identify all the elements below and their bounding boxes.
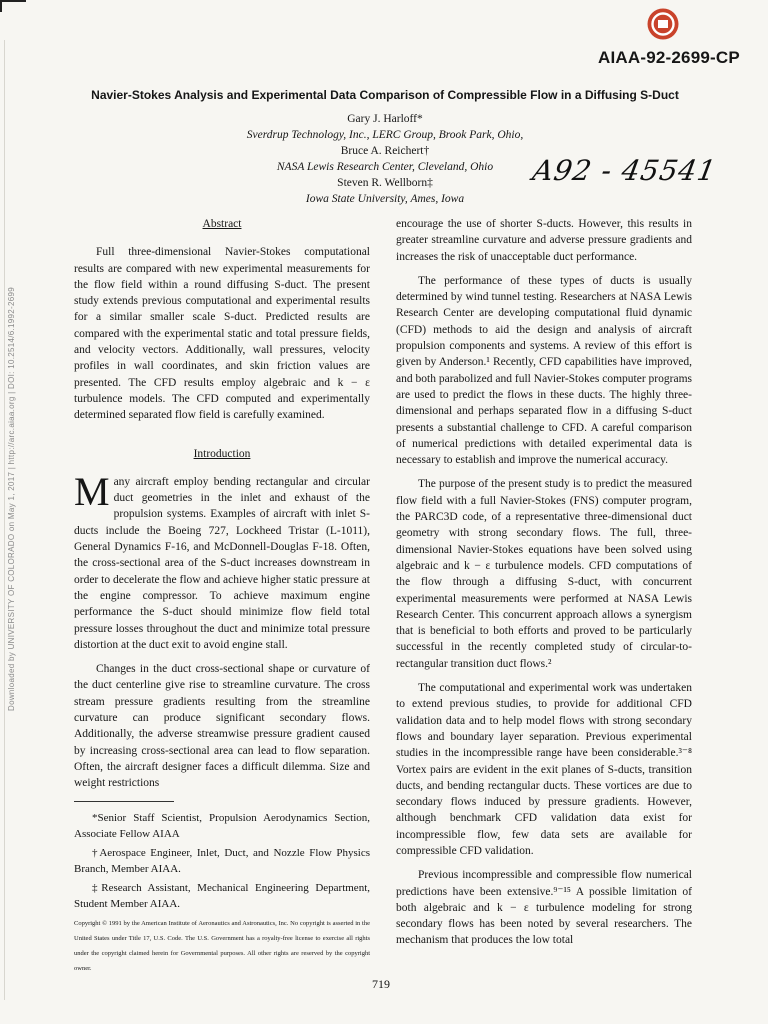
author-name: Steven R. Wellborn‡ xyxy=(337,177,433,189)
right-column xyxy=(396,216,692,949)
footnote-rule xyxy=(74,801,174,802)
author-affiliation: Sverdrup Technology, Inc., LERC Group, Brook Park, Ohio, xyxy=(246,129,524,141)
author-affiliation: NASA Lewis Research Center, Cleveland, Ohio xyxy=(276,161,494,173)
body-paragraph: encourage the use of shorter S-ducts. However, this results in greater streamline curvature and adverse pressure gradients and increases the risk of unacceptable duct performance. xyxy=(396,218,692,263)
aiaa-logo-icon xyxy=(646,7,680,41)
corner-crop-mark xyxy=(0,0,26,12)
drop-cap: M xyxy=(74,468,110,514)
page-number: 719 xyxy=(372,977,390,991)
body-paragraph: The computational and experimental work was undertaken to extend previous studies, to provide for additional CFD validation data and to help model flows with strong secondary flows and boundary layer separation. Previous experimental studies in the incompressible range have been considerable.³⁻⁸ Vortex pairs are evident in the exit planes of S-ducts, transition ducts, and bending rectangular ducts. These vortices are due to secondary flows induced by pressure gradients. However, although benchmark CFD validation data exist for incompressible flow, few data sets are available for compressible CFD validation. xyxy=(396,682,692,857)
introduction-heading: Introduction xyxy=(193,447,251,460)
footnote: *Senior Staff Scientist, Propulsion Aerodynamics Section, Associate Fellow AIAA xyxy=(74,812,370,840)
left-column xyxy=(74,216,370,792)
author-name: Bruce A. Reichert† xyxy=(340,145,430,157)
footnote: †Aerospace Engineer, Inlet, Duct, and Nozzle Flow Physics Branch, Member AIAA. xyxy=(74,847,370,875)
footnote: ‡Research Assistant, Mechanical Engineering Department, Student Member AIAA. xyxy=(74,882,370,910)
report-number: AIAA-92-2699-CP xyxy=(598,48,740,67)
body-paragraph: Previous incompressible and compressible flow numerical predictions have been extensive.⁹⁻¹⁵ A possible limitation of both algebraic and k − ε turbulence modeling for strong secondary flows has been noted by several researchers. The mechanism that produces the low total xyxy=(396,869,692,947)
handwritten-accession-number: A92 - 45541 xyxy=(530,154,720,187)
introduction-paragraph xyxy=(74,468,370,653)
author-block xyxy=(200,111,570,207)
introduction-text: any aircraft employ bending rectangular and circular duct geometries in the inlet and exhaust of the propulsion systems. Examples of aircraft with inlet S-ducts include the Boeing 727, Lockheed Tristar (L-1011), General Dynamics F-16, and McDonnell-Douglas F-18. Often, the cross-sectional area of the S-duct increases downstream in order to decelerate the flow and achieve higher static pressure at the engine compressor. To achieve maximum engine performance the S-duct should minimize flow field total pressure losses throughout the duct and minimize total pressure distortion at the duct exit to avoid engine stall. xyxy=(74,475,370,651)
author-name: Gary J. Harloff* xyxy=(347,113,423,125)
download-strip: Downloaded by UNIVERSITY OF COLORADO on May 1, 2017 | http://arc.aiaa.org | DOI: 10.2514/6.1992-2699 xyxy=(7,287,16,711)
abstract-heading: Abstract xyxy=(202,218,242,230)
introduction-paragraph: Changes in the duct cross-sectional shape or curvature of the duct centerline give rise to streamline curvature. The cross stream pressure gradients resulting from the streamline curvature can produce significant secondary flows. Additionally, the adverse streamwise pressure gradient caused by increasing cross-sectional area can lead to flow separation. Often, the aircraft designer faces a difficult dilemma. Size and weight restrictions xyxy=(74,663,370,790)
body-paragraph: The purpose of the present study is to predict the measured flow field with a full Navier-Stokes (FNS) computer program, the PARC3D code, of a representative three-dimensional duct geometry with strong secondary flows. The full, three-dimensional Navier-Stokes equations have been solved using algebraic and k − ε turbulence models. CFD computations of the flow through a diffusing S-duct, with concurrent experimental measurements were performed at NASA Lewis Research Center. This concurrent approach allows a synergism that is beneficial to both efforts and proved to be particularly successful in the recently completed study of circular-to-rectangular transition duct flows.² xyxy=(396,478,692,670)
author-affiliation: Iowa State University, Ames, Iowa xyxy=(305,193,465,205)
page-edge-line xyxy=(4,40,5,1000)
copyright-notice: Copyright © 1991 by the American Institute of Aeronautics and Astronautics, Inc. No copyright is asserted in the United States under Title 17, U.S. Code. The U.S. Government has a royalty-free license to exercise all rights under the copyright claimed herein for Governmental purposes. All other rights are reserved by the copyright owner. xyxy=(74,920,370,972)
body-paragraph: The performance of these types of ducts is usually determined by wind tunnel testing. Researchers at NASA Lewis Research Center are developing computational fluid dynamic (CFD) methods to aid the design and analysis of aircraft propulsion components and systems. A review of this effort is given by Anderson.¹ Recently, CFD capabilities have improved, and both parabolized and full Navier-Stokes computer programs are used to predict the flows in these ducts. The highly three-dimensional and perhaps separated flow in a diffusing S-duct presents a substantial challenge to CFD. A careful comparison of numerical predictions with detailed experimental data is necessary to establish and improve the numerical accuracy. xyxy=(396,274,692,467)
footnotes xyxy=(74,810,370,915)
paper-title: Navier-Stokes Analysis and Experimental Data Comparison of Compressible Flow in a Diffusing S-Duct xyxy=(91,88,679,102)
abstract-text: Full three-dimensional Navier-Stokes computational results are compared with new experimental measurements for the flow field within a round diffusing S-duct. The present study extends previous computational and experimental results for a similar smaller scale S-duct. Predicted results are compared with the experimental static and total pressure fields, and velocity vectors. Additionally, wall pressures, velocity profiles in wall coordinates, and skin friction values are presented. The CFD results employ algebraic and k − ε turbulence models. The CFD computed and experimentally determined separated flow field is carefully examined. xyxy=(74,246,370,422)
